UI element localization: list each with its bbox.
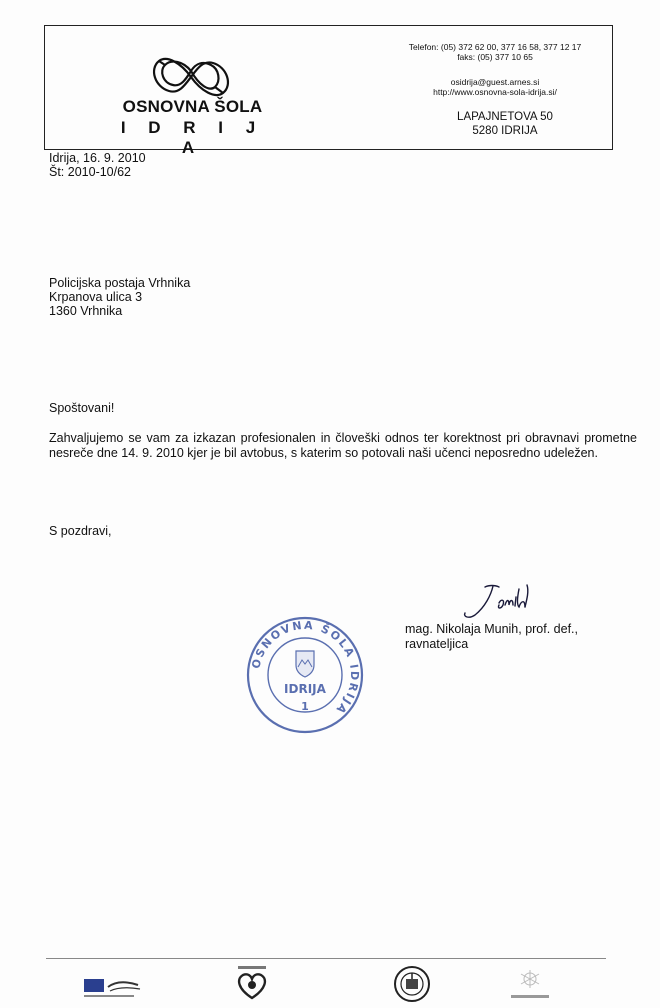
- body-paragraph: Zahvaljujemo se vam za izkazan profesionalen in človeški odnos ter korektnost pri obravnavi prometne nesreče dne 14. 9. 2010 kjer je bil avtobus, s katerim so potovali naši učenci neposredno udeležen.: [49, 431, 637, 460]
- phone-line: Telefon: (05) 372 62 00, 377 16 58, 377 12 17: [408, 42, 582, 52]
- eco-school-logo: [393, 965, 431, 1003]
- svg-text:IDRIJA: IDRIJA: [284, 682, 326, 696]
- healthy-school-heart-logo: [232, 965, 272, 1001]
- closing: S pozdravi,: [49, 524, 112, 538]
- street-address: LAPAJNETOVA 50: [457, 111, 553, 123]
- svg-text:OSNOVNA ŠOLA IDRIJA: OSNOVNA ŠOLA IDRIJA: [249, 618, 362, 718]
- email-line: osidrija@guest.arnes.si: [450, 77, 540, 87]
- culture-school-logo: [505, 966, 555, 1002]
- recipient-name: Policijska postaja Vrhnika: [49, 276, 191, 290]
- school-town: I D R I J A: [120, 118, 265, 157]
- place-date: Idrija, 16. 9. 2010: [49, 151, 146, 165]
- footer-divider: [46, 958, 606, 959]
- letterhead: [44, 25, 613, 157]
- recipient-city: 1360 Vrhnika: [49, 304, 123, 318]
- school-name: OSNOVNA ŠOLA: [122, 97, 263, 116]
- svg-text:1: 1: [301, 700, 309, 713]
- reference-number: Št: 2010-10/62: [49, 165, 132, 179]
- city-address: 5280 IDRIJA: [472, 125, 538, 137]
- handwritten-signature: [455, 581, 535, 621]
- website-line: http://www.osnovna-sola-idrija.si/: [433, 87, 557, 97]
- eu-fund-logo: [84, 975, 146, 1001]
- school-stamp: [245, 615, 365, 735]
- signatory-title: ravnateljica: [405, 637, 469, 651]
- fax-line: faks: (05) 377 10 65: [457, 52, 533, 62]
- signatory-name: mag. Nikolaja Munih, prof. def.,: [405, 622, 578, 636]
- recipient-street: Krpanova ulica 3: [49, 290, 143, 304]
- salutation: Spoštovani!: [49, 401, 115, 415]
